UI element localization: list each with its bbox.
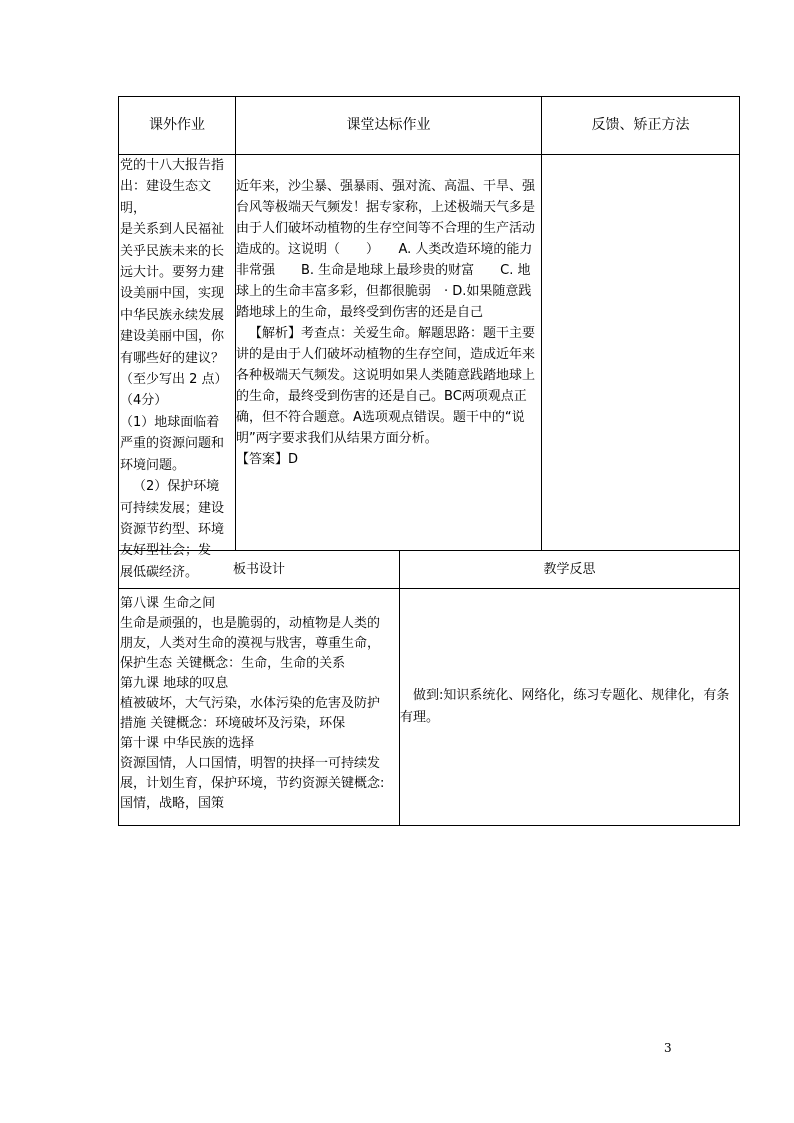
reflection-text: 做到:知识系统化、网络化，练习专题化、规律化，有条有理。 — [400, 688, 730, 725]
homework-line: 友好型社会；发 — [120, 543, 212, 559]
board-design-cell — [119, 589, 400, 825]
homework-line: 出：建设生态文明， — [120, 179, 212, 216]
board-line: 保护生态 关键概念：生命，生命的关系 — [120, 656, 346, 671]
homework-line: （4分） — [120, 393, 168, 409]
board-line: 第八课 生命之间 — [120, 596, 216, 611]
homework-line: 设美丽中国，实现 — [120, 286, 225, 302]
board-line: 第十课 中华民族的选择 — [120, 736, 255, 751]
classwork-cell — [236, 155, 542, 550]
homework-line: （2）保护环境 — [133, 479, 220, 495]
board-line: 植被破坏，大气污染，水体污染的危害及防护 — [120, 696, 381, 711]
classwork-question: 近年来，沙尘暴、强暴雨、强对流、高温、干旱、强台风等极端天气频发！据专家称，上述极端天气多是由于人们破坏动植物的生存空间等不合理的生产活动造成的。这说明（ ） A. 人类改造环境的能力非常强 B. 生命是地球上最珍贵的财富 C. 地球上的生命丰富多彩，但都很脆弱 · D.如果随意践踏地球上的生命，最终受到伤害的还是自己 — [236, 179, 536, 320]
homework-line: 可持续发展；建设 — [120, 500, 225, 516]
homework-line: 资源节约型、环境 — [120, 521, 225, 537]
section-header-row — [119, 551, 739, 589]
board-line: 展，计划生育，保护环境，节约资源关键概念: — [120, 776, 385, 791]
homework-line: 展低碳经济。 — [120, 564, 199, 580]
table-header-row — [119, 97, 739, 155]
header-board-design: 板书设计 — [119, 551, 400, 588]
design-reflection-row — [119, 589, 739, 825]
homework-line: （至少写出 2 点） — [120, 372, 228, 388]
homework-line: 环境问题。 — [120, 457, 186, 473]
header-reflection: 教学反思 — [543, 562, 596, 577]
classwork-answer: 【答案】D — [236, 452, 299, 467]
homework-line: 远大计。要努力建 — [120, 265, 225, 281]
reflection-cell — [400, 589, 739, 825]
homework-line: 有哪些好的建议？ — [120, 350, 225, 366]
board-line: 资源国情，人口国情，明智的抉择一可持续发 — [120, 756, 381, 771]
homework-line: 中华民族永续发展 — [120, 307, 225, 323]
homework-line: 党的十八大报告指 — [120, 158, 225, 173]
board-line: 朋友，人类对生命的漠视与戕害，尊重生命， — [120, 636, 381, 651]
feedback-cell — [542, 155, 739, 550]
homework-line: 严重的资源问题和 — [120, 436, 225, 452]
homework-line: 关乎民族未来的长 — [120, 243, 225, 259]
board-line: 国情，战略，国策 — [120, 796, 225, 811]
page-number: 3 — [664, 1041, 672, 1055]
board-line: 第九课 地球的叹息 — [120, 676, 229, 691]
homework-line: （1）地球面临着 — [120, 414, 220, 430]
classwork-analysis: 【解析】考查点：关爱生命。解题思路：题干主要讲的是由于人们破坏动植物的生存空间，造成近年来各种极端天气频发。这说明如果人类随意践踏地球上的生命，最终受到伤害的还是自己。BC两项观点正确，但不符合题意。A选项观点错误。题干中的“说明”两字要求我们从结果方面分析。 — [236, 326, 536, 446]
header-homework: 课外作业 — [119, 97, 236, 154]
header-feedback: 反馈、矫正方法 — [591, 117, 690, 133]
board-line: 措施 关键概念：环境破坏及污染，环保 — [120, 716, 346, 731]
header-classwork: 课堂达标作业 — [236, 97, 542, 154]
board-line: 生命是顽强的，也是脆弱的，动植物是人类的 — [120, 616, 381, 631]
homework-line: 建设美丽中国，你 — [120, 329, 225, 345]
homework-cell — [119, 155, 236, 580]
homework-line: 是关系到人民福祉 — [120, 222, 225, 238]
lesson-plan-table — [118, 96, 740, 826]
